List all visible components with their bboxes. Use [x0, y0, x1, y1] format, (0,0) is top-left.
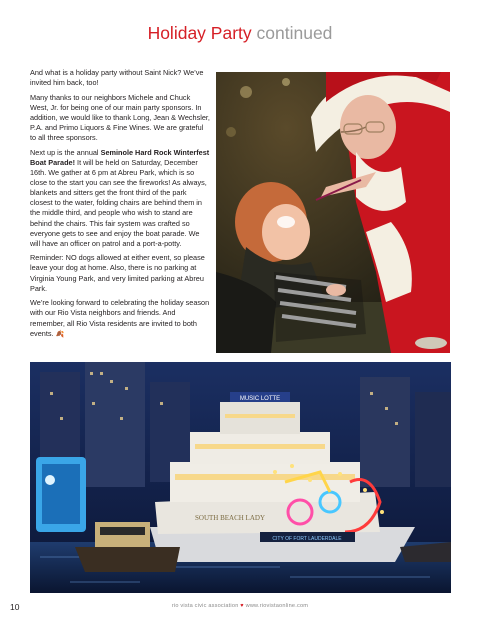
paragraph-boat-parade [30, 148, 210, 249]
santa-face-painting-photo [216, 72, 450, 353]
article-text [30, 68, 210, 344]
paragraph-saint-nick: And what is a holiday party without Saint Nick? We’ve invited him back, too! [30, 68, 204, 88]
boat-hull-name: SOUTH BEACH LADY [195, 514, 265, 522]
leaf-icon: 🍂 [55, 330, 65, 338]
paragraph-reminder: Reminder: NO dogs allowed at either event, so please leave your dog at home. Also, there is no parking at Virginia Young Park, and very limited parking at Abreu Park. [30, 253, 205, 293]
heart-icon: ♥ [240, 603, 244, 609]
boat-banner: CITY OF FORT LAUDERDALE [272, 536, 342, 542]
footer-website: www.riovistaonline.com [245, 603, 309, 609]
page-number: 10 [10, 602, 20, 612]
page-footer [0, 600, 480, 616]
boat-parade-photo [30, 362, 451, 593]
boat-parade-name: Seminole Hard Rock Winterfest Boat Parade! [30, 147, 210, 167]
paragraph-closing [30, 298, 210, 339]
title-continued: continued [256, 23, 333, 43]
closing-text: We’re looking forward to celebrating the holiday season with our Rio Vista neighbors and friends. And remember, all Rio Vista residents are invited to both events. [30, 298, 210, 338]
paragraph-sponsors: Many thanks to our neighbors Michele and Chuck West, Jr. for being one of our main party sponsors. In addition, we would like to thank Long, Jean & Wechsler, P.A. and Primo Liquors & Fine Wines. We are grateful to all three sponsors. [30, 92, 210, 143]
title-main: Holiday Party [147, 23, 252, 43]
footer-credit [0, 603, 480, 609]
boat-upper-sign: MUSIC LOTTE [239, 396, 281, 402]
footer-org: rio vista civic association [171, 603, 239, 609]
page-title [0, 22, 480, 44]
boat-parade-intro: Next up is the annual [30, 147, 101, 157]
boat-parade-details: It will be held on Saturday, December 16th. We gather at 6 pm at Abreu Park, which is so close to the start you can see the fireworks! As always, blankets and sitters get the front third of the park closest to the water, folding chairs are behind them in the middle third, and people who wish to stand are behind the chairs. This fair system was crafted so everyone gets to see and enjoy the boat parade. We will have an officer on patrol and a port-a-potty. [30, 157, 207, 248]
